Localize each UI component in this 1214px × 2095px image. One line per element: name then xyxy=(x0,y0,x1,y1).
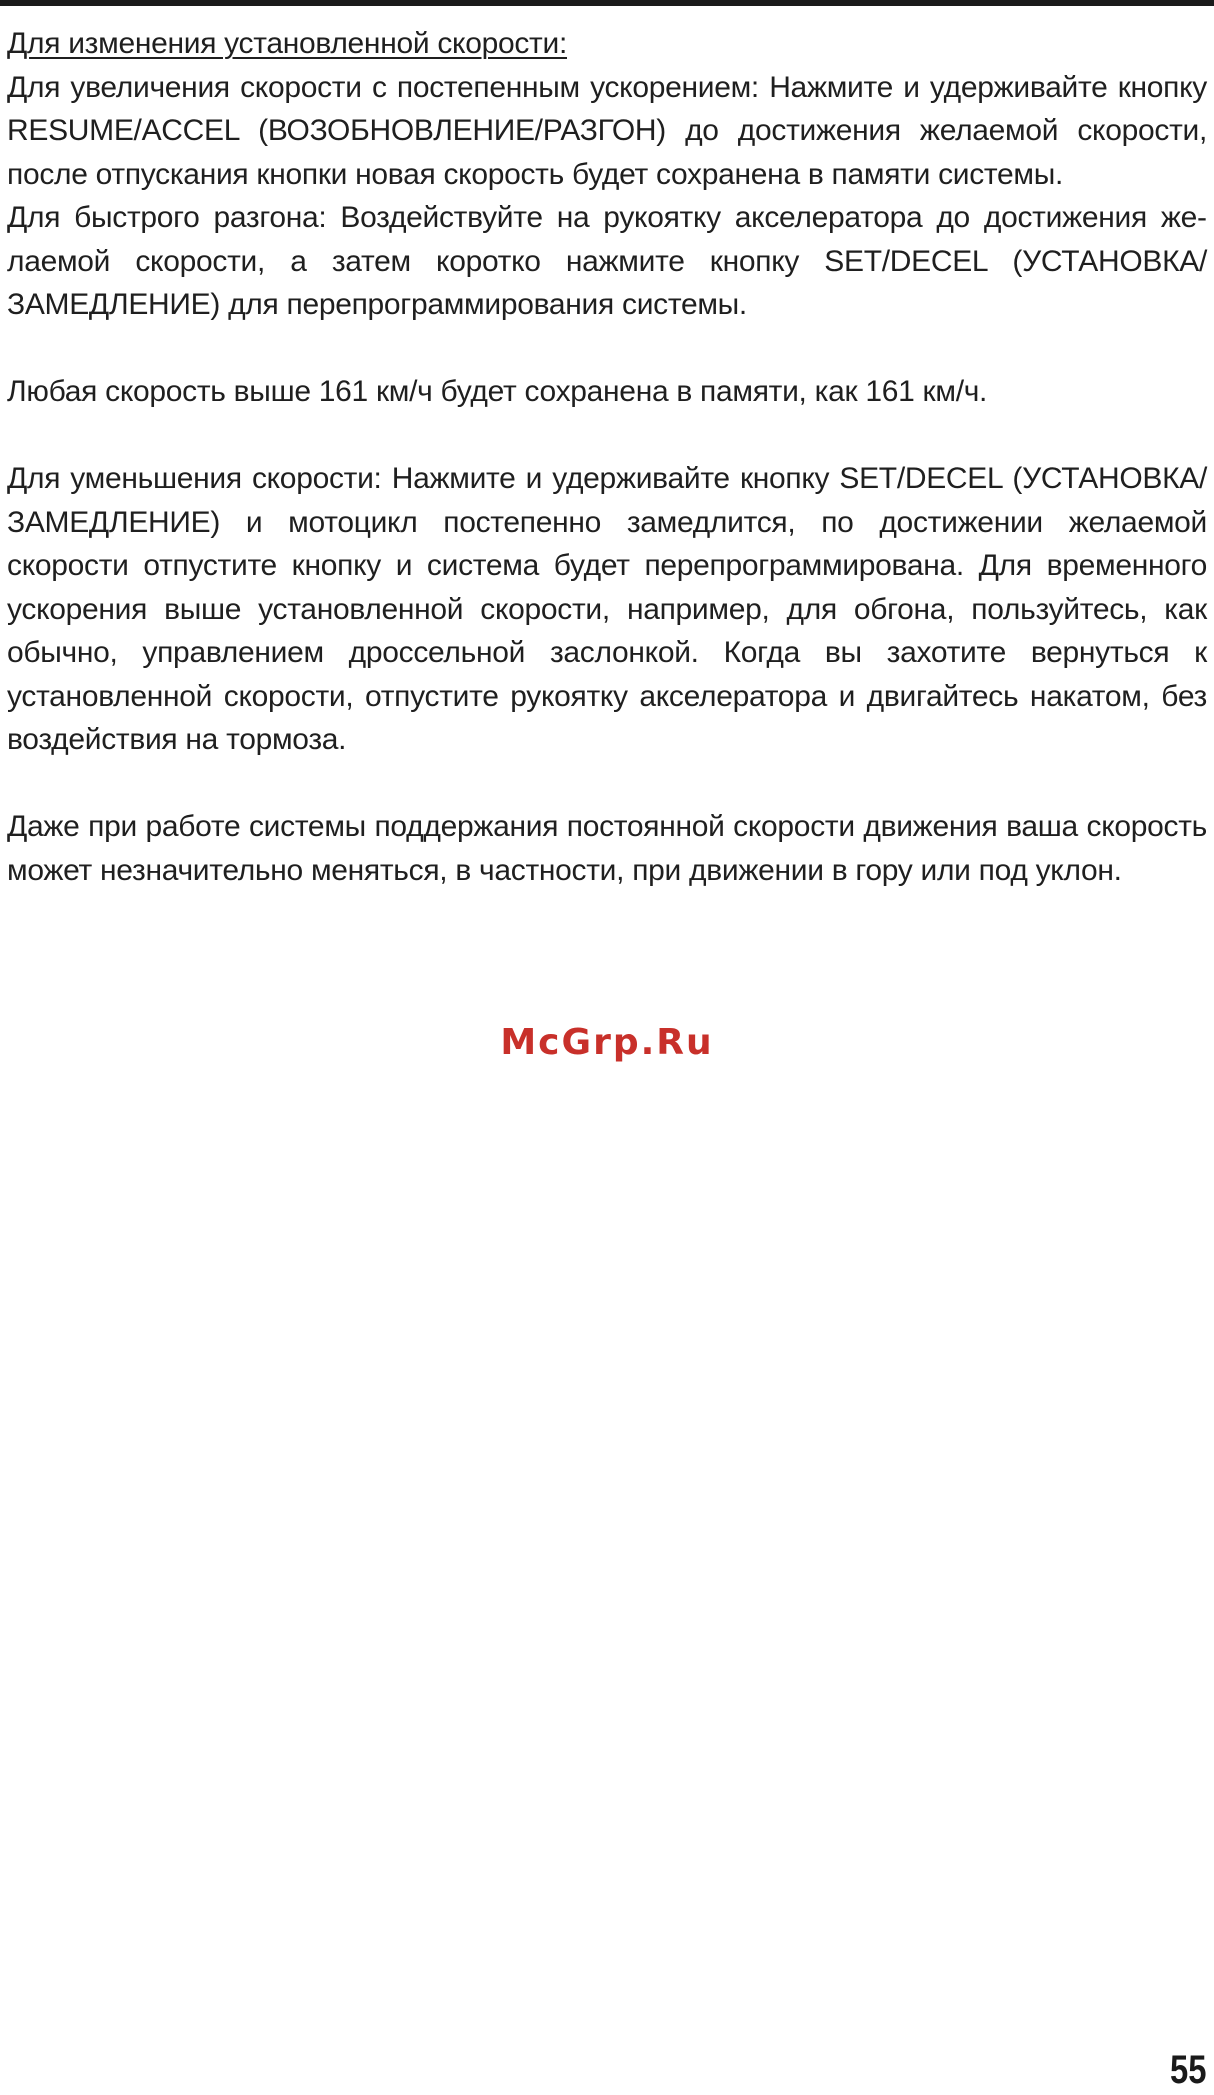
section-heading: Для изменения установленной скорости: xyxy=(7,27,567,60)
paragraph-speed-limit: Любая скорость выше 161 км/ч будет сохранена в памяти, как 161 км/ч. xyxy=(7,375,988,408)
page-number: 55 xyxy=(1169,2048,1206,2092)
paragraph-gradual-acceleration: Для увеличения скорости с постепенным ускорением: Нажмите и удерживайте кнопку RESUME/ACCEL (ВОЗОБНОВЛЕНИЕ/РАЗГОН) до достижения желаемой скорости, после отпускания кнопки новая скорость будет сохранена в памяти системы. xyxy=(7,70,1207,191)
watermark: McGrp.Ru xyxy=(500,1022,714,1063)
page-body xyxy=(7,22,1207,892)
paragraph-speed-decrease: Для уменьшения скорости: Нажмите и удерживайте кнопку SET/DECEL (УСТАНОВКА/ЗАМЕДЛЕНИЕ) и мотоцикл постепенно замедлится, по достижении желаемой скорости отпустите кнопку и система будет перепрограммирована. Для временного ускорения выше установленной скорости, например, для обгона, пользуйтесь, как обычно, управлением дроссельной заслонкой. Когда вы захотите вернуться к установленной скорости, отпустите рукоятку акселератора и двигайтесь накатом, без воздействия на тормоза. xyxy=(7,462,1207,756)
paragraph-quick-acceleration: Для быстрого разгона: Воздействуйте на рукоятку акселератора до достижения желаемой скорости, а затем коротко нажмите кнопку SET/DECEL (УСТАНОВКА/ ЗАМЕДЛЕНИЕ) для перепрограммирования системы. xyxy=(7,201,1207,321)
top-rule xyxy=(0,0,1214,6)
paragraph-speed-variation: Даже при работе системы поддержания постоянной скорости движения ваша скорость может незначительно меняться, в частности, при движении в гору или под уклон. xyxy=(7,810,1207,887)
